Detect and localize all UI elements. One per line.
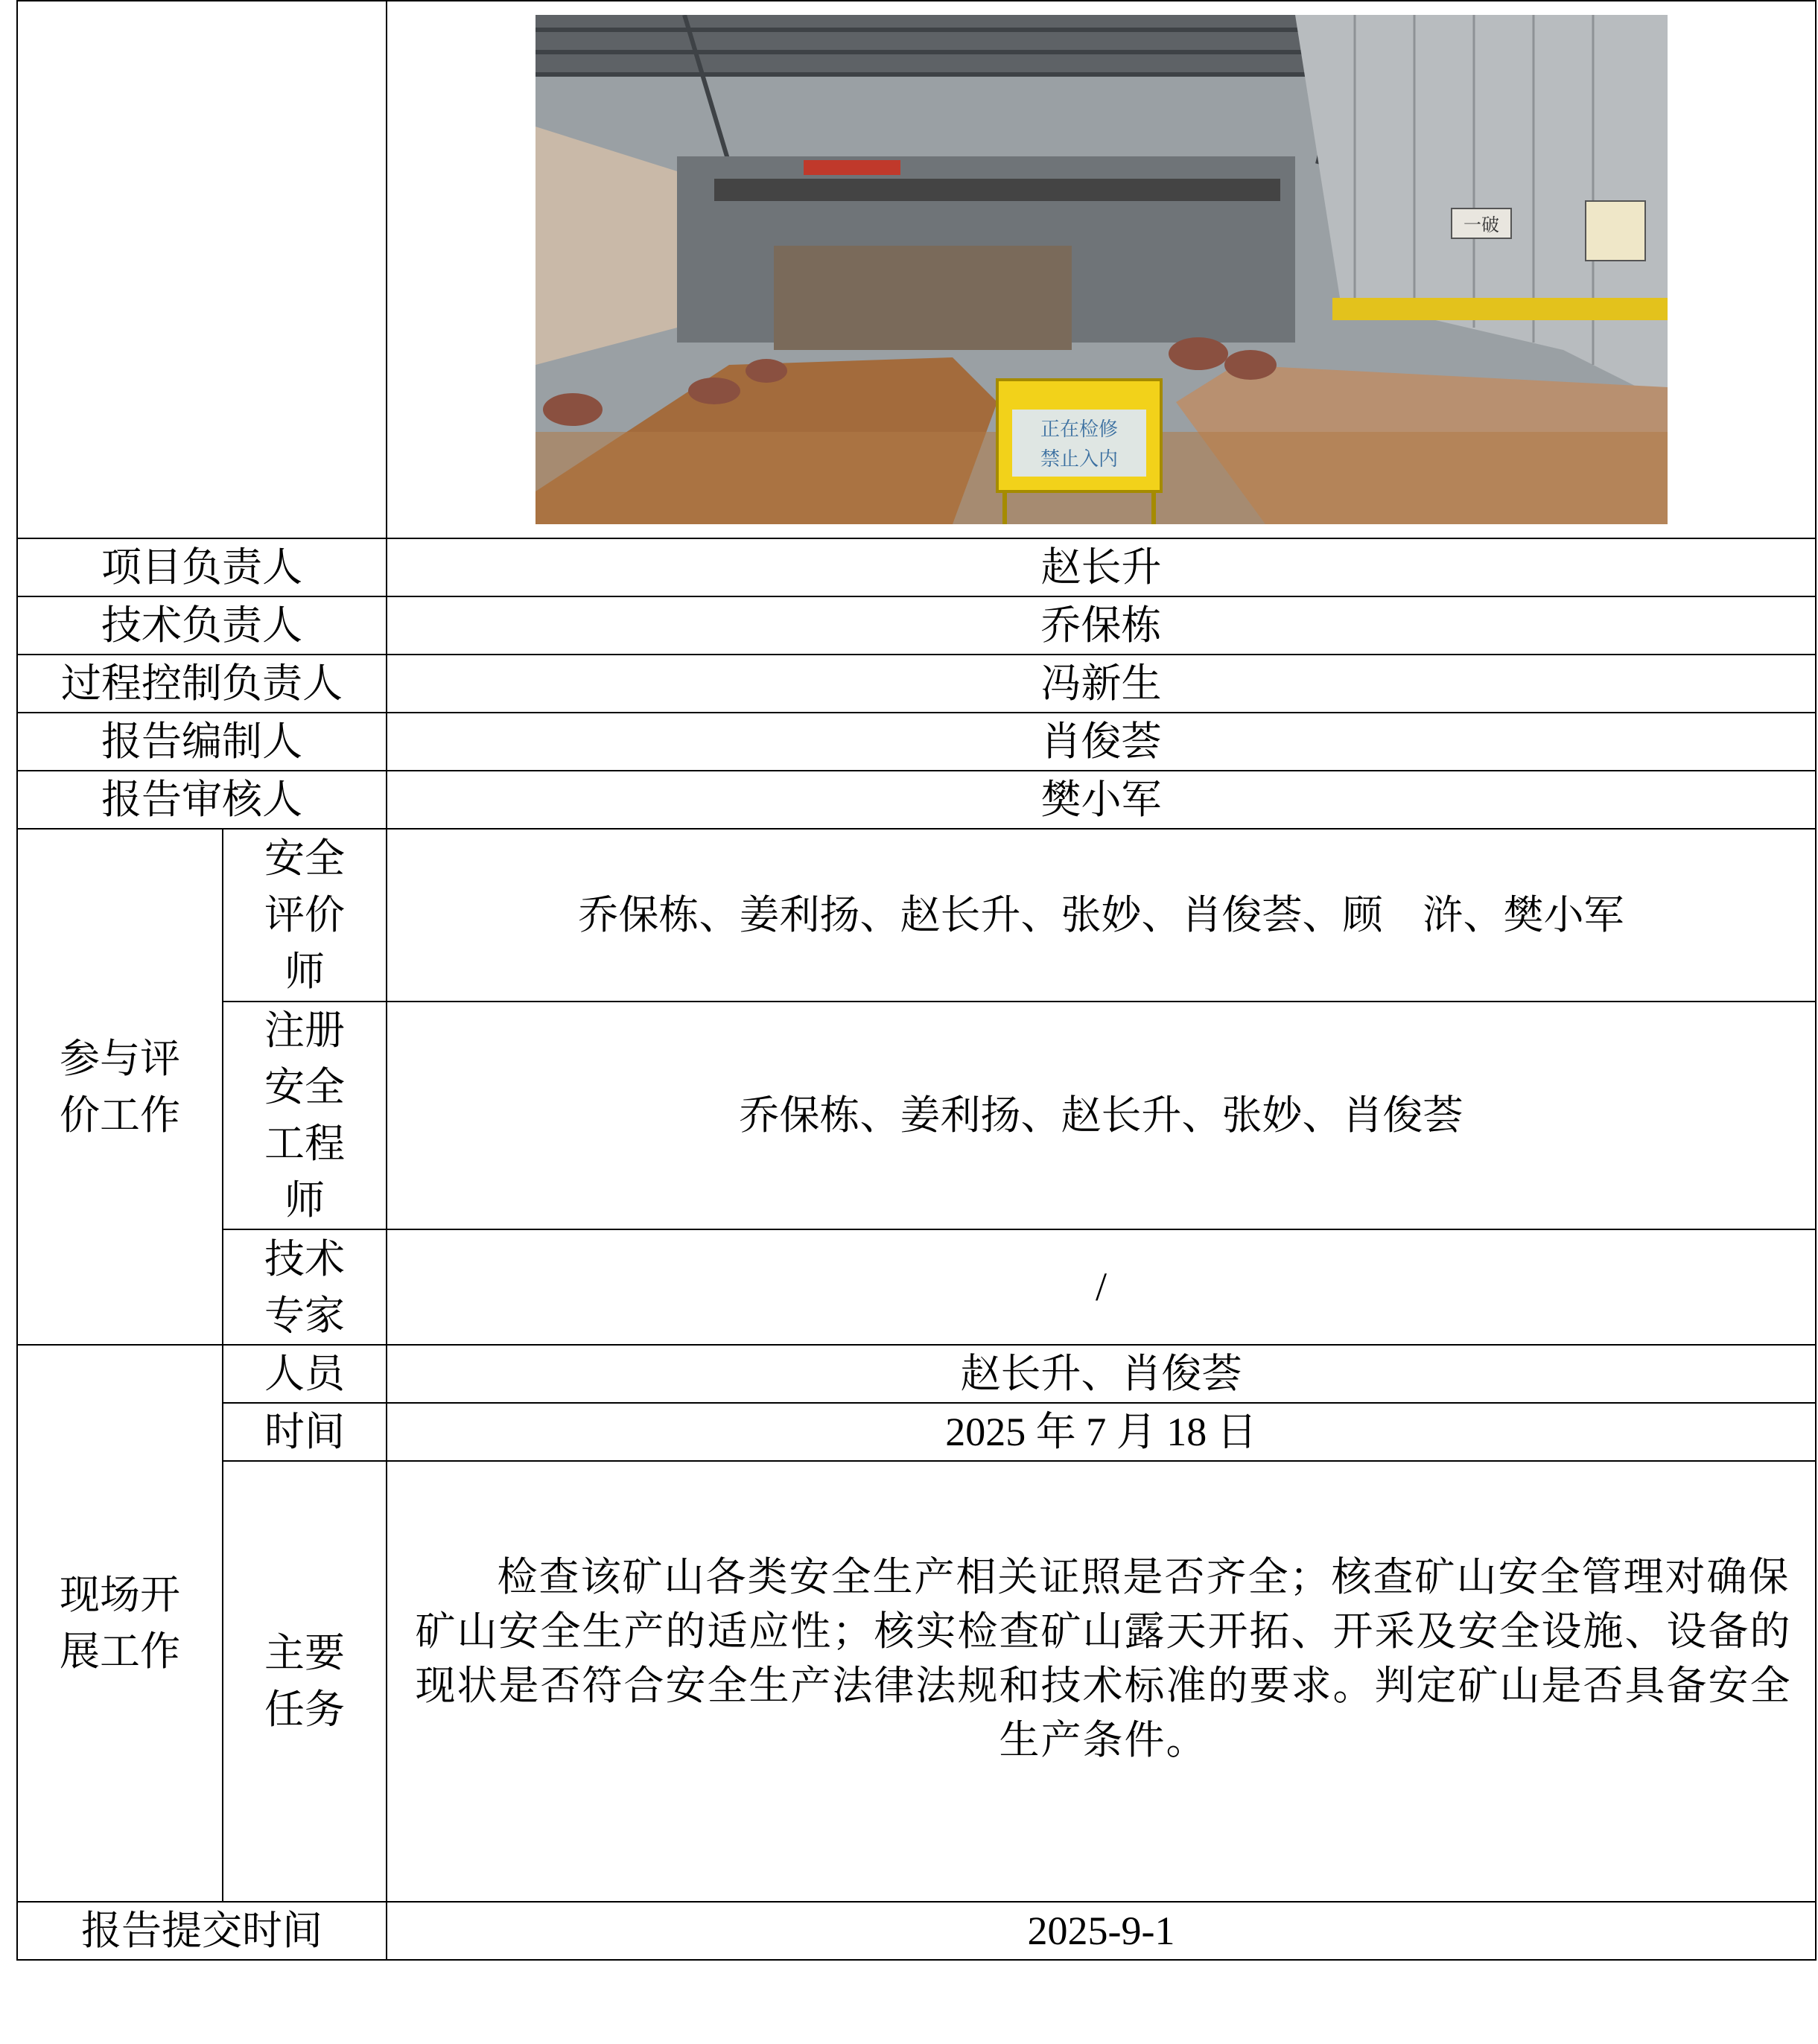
onsite-time-row [17, 1403, 1816, 1461]
safety-assessors-value: 乔保栋、姜利扬、赵长升、张妙、肖俊荟、顾 浒、樊小军 [387, 829, 1816, 1002]
photo-label-cell [17, 1, 387, 538]
sign-text-line1: 正在检修 [1040, 418, 1118, 441]
report-author-row [17, 713, 1816, 771]
onsite-tasks-label: 主要任务 [223, 1461, 387, 1902]
submission-value: 2025-9-1 [387, 1902, 1816, 1960]
submission-row [17, 1902, 1816, 1960]
banner-text: 一破 [1463, 214, 1499, 235]
process-lead-row [17, 655, 1816, 713]
registered-engineers-row [17, 1002, 1816, 1229]
registered-engineers-label: 注册安全工程师 [223, 1002, 387, 1229]
process-lead-value: 冯新生 [387, 655, 1816, 713]
onsite-personnel-value: 赵长升、肖俊荟 [387, 1345, 1816, 1403]
tech-lead-label: 技术负责人 [17, 596, 387, 655]
tech-lead-row [17, 596, 1816, 655]
crusher-site-illustration [535, 15, 1668, 524]
project-lead-value: 赵长升 [387, 538, 1816, 596]
tech-experts-value: / [387, 1229, 1816, 1345]
report-author-label: 报告编制人 [17, 713, 387, 771]
report-author-value: 肖俊荟 [387, 713, 1816, 771]
onsite-personnel-label: 人员 [223, 1345, 387, 1403]
onsite-tasks-row [17, 1461, 1816, 1902]
participants-label: 参与评价工作 [17, 829, 223, 1345]
process-lead-label: 过程控制负责人 [17, 655, 387, 713]
safety-assessors-label: 安全评价师 [223, 829, 387, 1002]
onsite-time-value: 2025 年 7 月 18 日 [387, 1403, 1816, 1461]
registered-engineers-value: 乔保栋、姜利扬、赵长升、张妙、肖俊荟 [387, 1002, 1816, 1229]
report-reviewer-label: 报告审核人 [17, 771, 387, 829]
photo-row [17, 1, 1816, 538]
safety-assessors-row [17, 829, 1816, 1002]
tech-experts-row [17, 1229, 1816, 1345]
tech-experts-label: 技术专家 [223, 1229, 387, 1345]
project-lead-label: 项目负责人 [17, 538, 387, 596]
onsite-time-label: 时间 [223, 1403, 387, 1461]
site-photo [535, 15, 1668, 524]
report-reviewer-value: 樊小军 [387, 771, 1816, 829]
onsite-tasks-value: 检查该矿山各类安全生产相关证照是否齐全；核查矿山安全管理对确保矿山安全生产的适应性；核实检查矿山露天开拓、开采及安全设施、设备的现状是否符合安全生产法律法规和技术标准的要求。判定矿山是否具备安全生产条件。 [387, 1461, 1816, 1902]
report-reviewer-row [17, 771, 1816, 829]
sign-text-line2: 禁止入内 [1040, 448, 1118, 471]
submission-label: 报告提交时间 [17, 1902, 387, 1960]
photo-cell [387, 1, 1816, 538]
onsite-label: 现场开展工作 [17, 1345, 223, 1902]
tech-lead-value: 乔保栋 [387, 596, 1816, 655]
onsite-personnel-row [17, 1345, 1816, 1403]
report-info-table [16, 0, 1817, 1961]
project-lead-row [17, 538, 1816, 596]
